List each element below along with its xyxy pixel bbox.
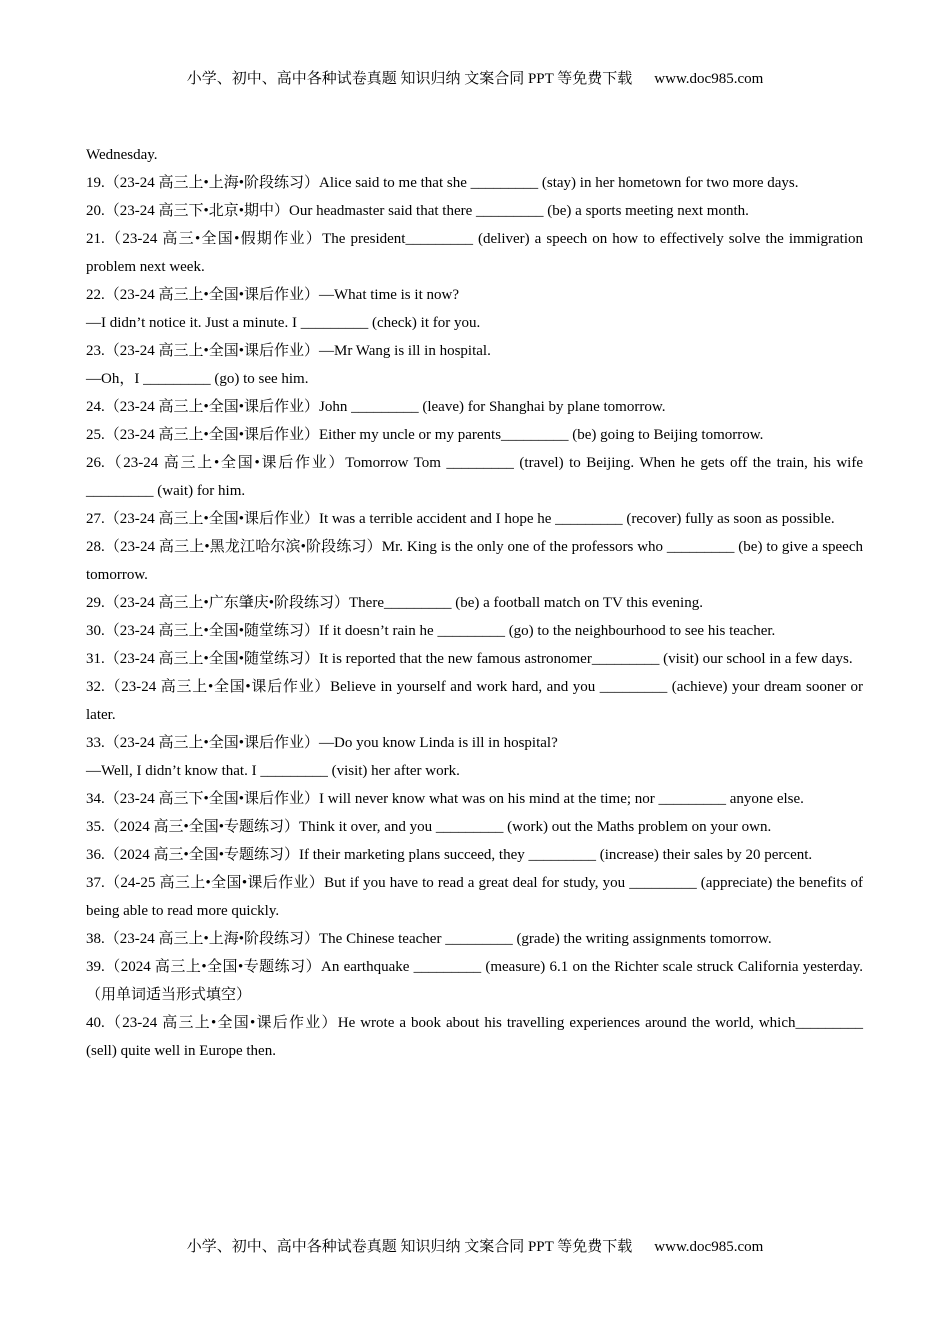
question-item: 33.（23-24 高三上•全国•课后作业）—Do you know Linda is ill in hospital?	[86, 735, 558, 751]
question-item: 40.（23-24 高三上•全国•课后作业）He wrote a book about his travelling experiences around the world, which_________ (sell) quite well in Europe then.	[86, 1015, 863, 1059]
question-item: 34.（23-24 高三下•全国•课后作业）I will never know what was on his mind at the time; nor _________ anyone else.	[86, 791, 804, 807]
header-site-link[interactable]: www.doc985.com	[654, 71, 764, 87]
page-footer	[0, 1237, 950, 1257]
question-item: 27.（23-24 高三上•全国•课后作业）It was a terrible accident and I hope he _________ (recover) fully as soon as possible.	[86, 511, 835, 527]
question-item: 29.（23-24 高三上•广东肇庆•阶段练习）There_________ (be) a football match on TV this evening.	[86, 595, 703, 611]
question-item: 25.（23-24 高三上•全国•课后作业）Either my uncle or my parents_________ (be) going to Beijing tomorrow.	[86, 427, 764, 443]
question-item: 32.（23-24 高三上•全国•课后作业）Believe in yourself and work hard, and you _________ (achieve) your dream sooner or later.	[86, 679, 863, 723]
question-item: 22.（23-24 高三上•全国•课后作业）—What time is it now?	[86, 287, 459, 303]
footer-site-link[interactable]: www.doc985.com	[654, 1239, 764, 1255]
question-item: 39.（2024 高三上•全国•专题练习）An earthquake _________ (measure) 6.1 on the Richter scale struck California yesterday.（用单词适当形式填空）	[86, 959, 863, 1003]
question-item: 37.（24-25 高三上•全国•课后作业）But if you have to read a great deal for study, you _________ (appreciate) the benefits of being able to read more quickly.	[86, 875, 863, 919]
footer-text: 小学、初中、高中各种试卷真题 知识归纳 文案合同 PPT 等免费下载	[186, 1239, 633, 1255]
question-item: 31.（23-24 高三上•全国•随堂练习）It is reported that the new famous astronomer_________ (visit) our school in a few days.	[86, 651, 853, 667]
question-item: 24.（23-24 高三上•全国•课后作业）John _________ (leave) for Shanghai by plane tomorrow.	[86, 399, 666, 415]
question-item: 26.（23-24 高三上•全国•课后作业）Tomorrow Tom _________ (travel) to Beijing. When he gets off the train, his wife _________ (wait) for him.	[86, 455, 863, 499]
question-item: —Oh，I _________ (go) to see him.	[86, 371, 309, 387]
header-text: 小学、初中、高中各种试卷真题 知识归纳 文案合同 PPT 等免费下载	[186, 71, 633, 87]
question-item: Wednesday.	[86, 147, 158, 163]
question-item: —Well, I didn’t know that. I _________ (visit) her after work.	[86, 763, 460, 779]
question-item: 23.（23-24 高三上•全国•课后作业）—Mr Wang is ill in hospital.	[86, 343, 491, 359]
page-header	[0, 69, 950, 89]
question-item: 28.（23-24 高三上•黑龙江哈尔滨•阶段练习）Mr. King is the only one of the professors who _________ (be) to give a speech tomorrow.	[86, 539, 863, 583]
question-item: 38.（23-24 高三上•上海•阶段练习）The Chinese teacher _________ (grade) the writing assignments tomorrow.	[86, 931, 772, 947]
question-item: 30.（23-24 高三上•全国•随堂练习）If it doesn’t rain he _________ (go) to the neighbourhood to see his teacher.	[86, 623, 776, 639]
question-item: 35.（2024 高三•全国•专题练习）Think it over, and you _________ (work) out the Maths problem on your own.	[86, 819, 772, 835]
question-item: 21.（23-24 高三•全国•假期作业）The president_________ (deliver) a speech on how to effectively solve the immigration problem next week.	[86, 231, 863, 275]
question-item: 20.（23-24 高三下•北京•期中）Our headmaster said that there _________ (be) a sports meeting next month.	[86, 203, 749, 219]
question-item: —I didn’t notice it. Just a minute. I _________ (check) it for you.	[86, 315, 481, 331]
question-list	[86, 141, 863, 1065]
question-item: 19.（23-24 高三上•上海•阶段练习）Alice said to me that she _________ (stay) in her hometown for two more days.	[86, 175, 799, 191]
question-item: 36.（2024 高三•全国•专题练习）If their marketing plans succeed, they _________ (increase) their sales by 20 percent.	[86, 847, 813, 863]
